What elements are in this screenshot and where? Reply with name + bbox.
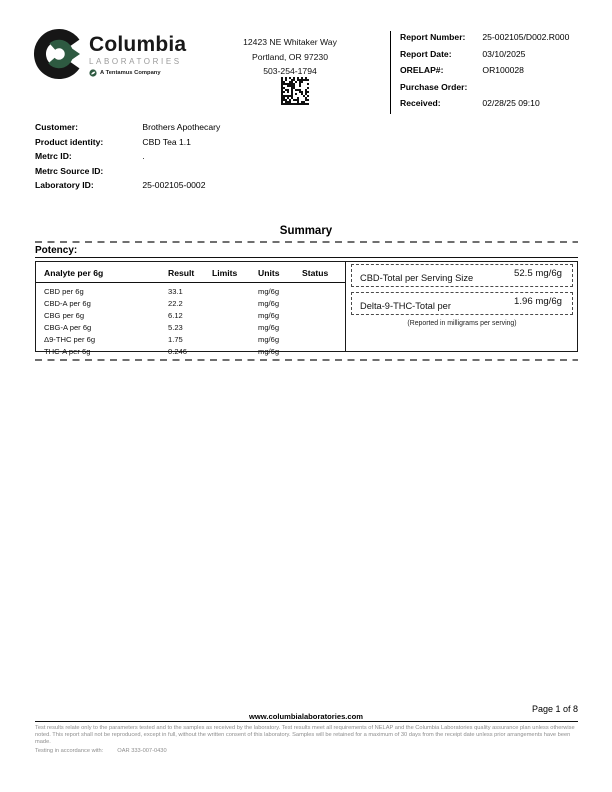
customer-row xyxy=(35,151,220,162)
summary-title: Summary xyxy=(279,225,333,237)
table-row xyxy=(36,311,345,323)
analyte-cell: THC-A per 6g xyxy=(44,347,91,356)
received-value: 02/28/25 09:10 xyxy=(482,98,540,108)
address-phone: 503-254-1794 xyxy=(263,66,317,76)
table-row xyxy=(36,287,345,299)
thc-total-box xyxy=(351,292,573,315)
website-link: www.columbialaboratories.com xyxy=(248,712,364,721)
header-analyte: Analyte per 6g xyxy=(44,268,104,278)
customer-row xyxy=(35,122,220,133)
customer-info-block xyxy=(35,122,220,195)
table-row xyxy=(36,347,345,359)
result-cell: 22.2 xyxy=(168,299,183,308)
units-cell: mg/6g xyxy=(258,323,280,332)
analyte-cell: CBD-A per 6g xyxy=(44,299,91,308)
customer-row xyxy=(35,137,220,148)
potency-vertical-divider xyxy=(345,262,346,351)
potency-summary-box xyxy=(35,261,578,356)
serving-note: (Reported in milligrams per serving) xyxy=(407,320,517,327)
report-info-row xyxy=(400,64,569,77)
metrc-id-value: . xyxy=(142,151,145,162)
result-cell: 1.75 xyxy=(168,335,183,344)
datamatrix-barcode xyxy=(281,77,309,105)
report-date-value: 03/10/2025 xyxy=(482,48,526,59)
table-row xyxy=(36,335,345,347)
footer-rule xyxy=(35,721,578,722)
thc-total-value: 1.96 mg/6g xyxy=(513,296,562,307)
address-line2: Portland, OR 97230 xyxy=(252,51,328,62)
accordance-line xyxy=(35,748,167,754)
analyte-cell: Δ9-THC per 6g xyxy=(44,335,96,344)
received-label: Received: xyxy=(400,98,441,108)
totals-area xyxy=(347,262,577,351)
analyte-cell: CBG-A per 6g xyxy=(44,323,92,332)
laboratory-id-value: 25-002105-0002 xyxy=(142,180,206,191)
address-line1: 12423 NE Whitaker Way xyxy=(243,37,337,47)
cbd-total-box xyxy=(351,264,573,287)
company-logo xyxy=(33,28,186,80)
product-identity-value: CBD Tea 1.1 xyxy=(142,136,191,147)
customer-row xyxy=(35,180,220,191)
report-info-row xyxy=(400,97,569,110)
report-info-block xyxy=(390,31,569,114)
accordance-value: OAR 333-007-0430 xyxy=(117,748,167,754)
potency-section-label: Potency: xyxy=(35,245,78,256)
result-cell: 0.246 xyxy=(168,347,188,356)
analyte-cell: CBG per 6g xyxy=(44,311,85,320)
columbia-c-logo-icon xyxy=(33,28,85,80)
report-info-row xyxy=(400,81,569,94)
result-cell: 6.12 xyxy=(168,311,183,320)
customer-value: Brothers Apothecary xyxy=(142,122,221,132)
orelap-value: OR100028 xyxy=(482,65,524,75)
purchase-order-label: Purchase Order: xyxy=(400,81,468,92)
analyte-cell: CBD per 6g xyxy=(44,287,84,296)
cbd-total-label: CBD-Total per Serving Size xyxy=(360,273,474,283)
report-number-label: Report Number: xyxy=(400,32,466,42)
product-identity-label: Product identity: xyxy=(35,136,104,147)
potency-header-rule xyxy=(36,282,345,283)
potency-table-header xyxy=(36,268,345,280)
customer-label: Customer: xyxy=(35,122,78,132)
units-cell: mg/6g xyxy=(258,299,280,308)
summary-bottom-dashed-divider xyxy=(35,359,578,361)
report-number-value: 25-002105/D002.R000 xyxy=(482,32,570,42)
report-date-label: Report Date: xyxy=(400,48,452,59)
logo-laboratories-text: LABORATORIES xyxy=(89,57,182,66)
header-limits: Limits xyxy=(212,268,238,278)
logo-tagline xyxy=(89,69,186,77)
summary-dashed-divider xyxy=(35,241,578,243)
table-row xyxy=(36,299,345,311)
page-number: Page 1 of 8 xyxy=(531,704,578,714)
table-row xyxy=(36,323,345,335)
units-cell: mg/6g xyxy=(258,335,280,344)
header-status: Status xyxy=(302,268,329,278)
laboratory-id-label: Laboratory ID: xyxy=(35,180,94,191)
customer-row xyxy=(35,166,220,177)
thc-total-label: Delta-9-THC-Total per xyxy=(360,301,451,311)
cbd-total-value: 52.5 mg/6g xyxy=(513,268,562,279)
metrc-id-label: Metrc ID: xyxy=(35,151,72,162)
logo-tagline-text: A Tentamus Company xyxy=(100,70,161,76)
report-info-row xyxy=(400,31,569,44)
logo-text xyxy=(89,28,186,77)
accordance-label: Testing in accordance with: xyxy=(35,748,104,754)
potency-underline xyxy=(35,257,578,258)
result-cell: 5.23 xyxy=(168,323,183,332)
units-cell: mg/6g xyxy=(258,347,280,356)
header-result: Result xyxy=(168,268,195,278)
lab-address xyxy=(200,35,380,79)
units-cell: mg/6g xyxy=(258,311,280,320)
tentamus-leaf-icon xyxy=(89,69,97,77)
logo-company-name: Columbia xyxy=(89,33,187,56)
header-units: Units xyxy=(258,268,280,278)
result-cell: 33.1 xyxy=(168,287,183,296)
report-info-row xyxy=(400,48,569,61)
footer-disclaimer: Test results relate only to the parameters tested and to the samples as received by the laboratory. Test results meet all requirements of NELAP and the Columbia Laboratories quality assurance plan unless otherwise noted. This report shall not be reproduced, except in full, without the written consent of this laboratory. Samples will be retained for a maximum of 30 days from the receipt date unless prior arrangements have been made. xyxy=(35,725,575,745)
units-cell: mg/6g xyxy=(258,287,280,296)
orelap-label: ORELAP#: xyxy=(400,65,444,75)
metrc-source-id-label: Metrc Source ID: xyxy=(35,165,104,176)
